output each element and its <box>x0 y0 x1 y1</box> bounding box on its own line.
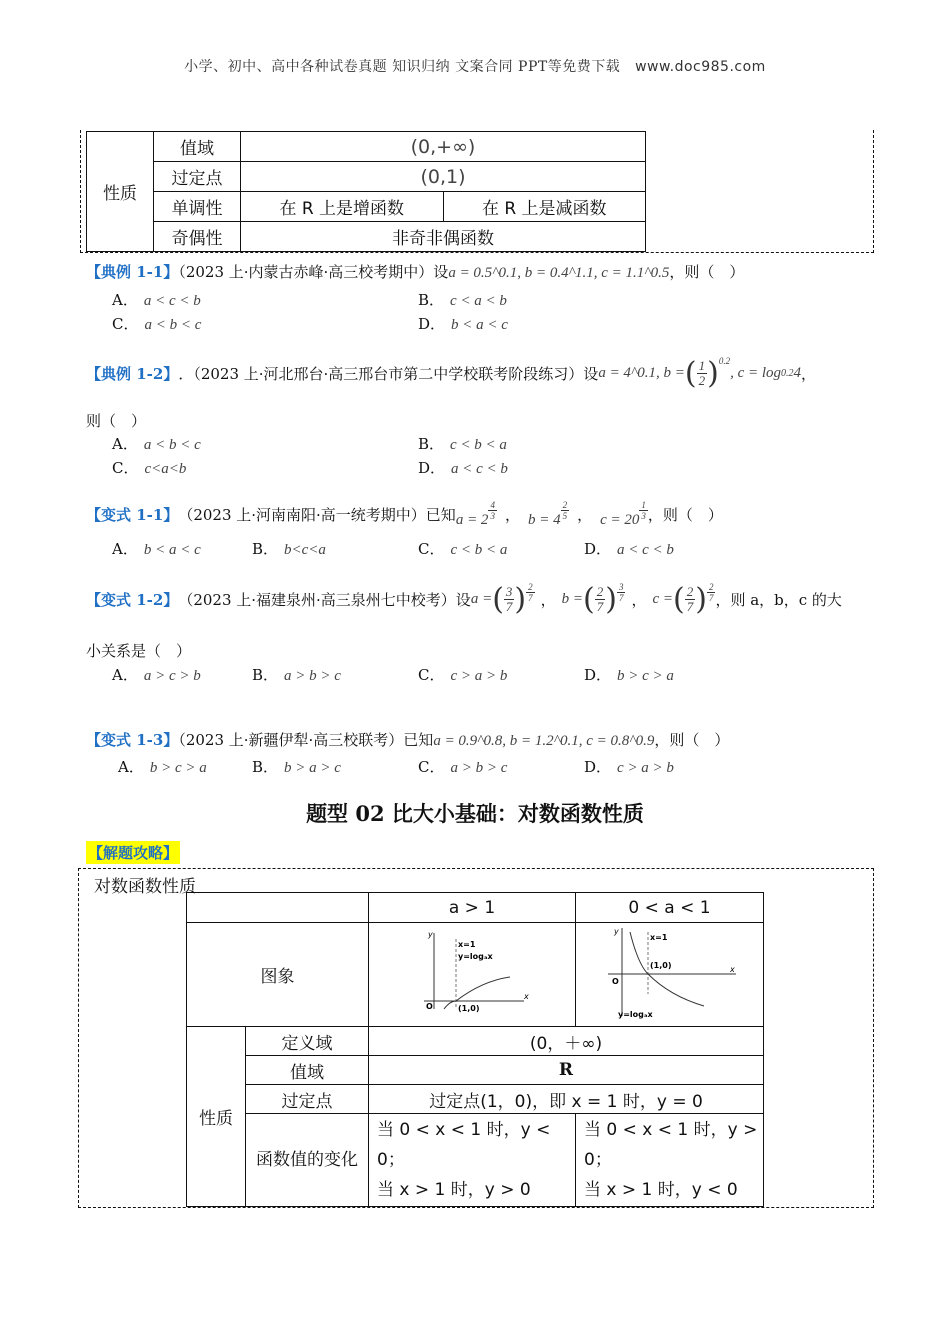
problem-source: ．（2023 上·河北邢台·高三邢台市第二中学校联考阶段练习）设 <box>178 365 599 383</box>
log-arg: 4 <box>793 365 802 381</box>
option-text: a < b < c <box>143 437 201 453</box>
option-text: a < b < c <box>144 317 202 333</box>
range-value: R <box>369 1056 764 1085</box>
option-label: C． <box>112 459 139 477</box>
option-label: D． <box>418 315 446 333</box>
option-b[interactable] <box>252 538 326 559</box>
option-text: b > c > a <box>149 760 207 776</box>
frac-numerator: 3 <box>505 584 513 599</box>
option-c[interactable] <box>112 457 186 478</box>
domain-value: (0，＋∞) <box>369 1027 764 1056</box>
problem-tag: 【变式 1-2】 <box>86 591 179 609</box>
problem-end: ， <box>801 365 817 383</box>
option-label: C． <box>418 666 445 684</box>
value-change-increasing <box>369 1114 576 1207</box>
point-value: (0,1) <box>241 162 646 192</box>
c-base: c = 20 <box>600 512 640 528</box>
option-label: B． <box>252 758 279 776</box>
option-label: B． <box>418 435 445 453</box>
frac-numerator: 2 <box>596 584 604 599</box>
option-label: A． <box>112 435 138 453</box>
section-title: 题型 02 比大小基础：对数函数性质 <box>306 801 644 826</box>
point-label: (1,0) <box>458 1004 480 1013</box>
option-text: c < a < b <box>450 293 507 309</box>
option-text: b > a > c <box>284 760 341 776</box>
option-text: a > b > c <box>450 760 508 776</box>
c-label: c = <box>652 591 673 607</box>
value-change-label: 函数值的变化 <box>246 1114 369 1207</box>
problem-source: （2023 上·内蒙古赤峰·高三校考期中）设 <box>178 263 449 281</box>
option-text: a > c > b <box>143 668 201 684</box>
option-text: b < a < c <box>143 542 201 558</box>
graph-cell-decreasing <box>576 923 764 1027</box>
option-text: c<a<b <box>144 461 187 477</box>
exp-numerator: 1 <box>641 500 646 510</box>
option-c[interactable] <box>112 313 201 334</box>
origin-label: O <box>611 977 619 986</box>
option-b[interactable] <box>418 289 507 310</box>
exp-denominator: 7 <box>708 593 714 603</box>
problem-1-2: 【典例 1-2】 ．（2023 上·河北邢台·高三邢台市第二中学校联考阶段练习）设 a = 4^0.1, b = ( $\frac{1}{2}$ ) $^{0.2}$ , c = log 0.2 4 ， <box>86 356 817 391</box>
problem-math-c: , c = log <box>730 365 782 381</box>
domain-label: 定义域 <box>246 1027 369 1056</box>
point-label: 过定点 <box>154 162 241 192</box>
option-d[interactable] <box>584 538 674 559</box>
problem-end: ，则（ ） <box>647 506 723 524</box>
monotonic-decrease: 在 R 上是减函数 <box>443 192 646 222</box>
change-b-line3: 当 x > 1 时，y < 0 <box>584 1180 738 1200</box>
origin-label: O <box>426 1002 433 1011</box>
y-axis-label: y <box>428 930 433 939</box>
point-label: (1,0) <box>649 961 671 970</box>
parity-value: 非奇非偶函数 <box>241 222 646 252</box>
option-b[interactable] <box>252 664 341 685</box>
line-label: x=1 <box>458 940 476 949</box>
option-text: a > b > c <box>284 668 341 684</box>
option-a[interactable] <box>112 664 201 685</box>
exponent: 0.2 <box>718 356 731 366</box>
b-base: b = 4 <box>527 512 561 528</box>
header-a-gt-1: a > 1 <box>369 893 576 923</box>
function-label: y=logₐx <box>458 952 493 961</box>
graph-label: 图象 <box>187 923 369 1027</box>
option-text: b < a < c <box>451 317 508 333</box>
exp-denominator: 7 <box>618 593 624 603</box>
exp-denominator: 7 <box>528 593 533 603</box>
problem-source: （2023 上·福建泉州·高三泉州七中校考）设 <box>178 591 471 609</box>
problem-variant-1-1: 【变式 1-1】 （2023 上·河南南阳·高一统考期中）已知 a = 2 $\frac{4}{3}$ ， b = 4 $\frac{2}{5}$ ， c = 20 $\frac{1}{3}$ ，则（ ） <box>86 500 723 528</box>
change-a-line1: 当 0 < x < 1 时，y < 0； <box>377 1120 551 1170</box>
log-graph-decreasing <box>600 924 740 1020</box>
monotonic-increase: 在 R 上是增函数 <box>241 192 444 222</box>
problem-source: （2023 上·河南南阳·高一统考期中）已知 <box>178 506 456 524</box>
option-text: c < b < a <box>450 437 507 453</box>
option-text: a < c < b <box>143 293 201 309</box>
option-label: D． <box>584 540 612 558</box>
x-axis-label: x <box>524 992 529 1001</box>
option-a[interactable] <box>112 289 201 310</box>
log-base: 0.2 <box>781 368 794 379</box>
exp-numerator: 2 <box>708 582 714 592</box>
option-label: C． <box>112 315 139 333</box>
option-a[interactable] <box>112 433 201 454</box>
exp-numerator: 2 <box>528 582 533 592</box>
option-label: A． <box>112 291 138 309</box>
option-text: c < b < a <box>450 542 508 558</box>
option-text: b > c > a <box>617 668 674 684</box>
fixed-point-value: 过定点(1，0)，即 x = 1 时，y = 0 <box>369 1085 764 1114</box>
problem-end: ，则 a，b，c 的大 <box>715 591 842 609</box>
option-c[interactable] <box>418 756 507 777</box>
option-text: c > a > b <box>450 668 508 684</box>
option-label: B． <box>252 666 279 684</box>
strategy-tag: 【解题攻略】 <box>86 841 180 864</box>
header-url[interactable]: www.doc985.com <box>635 59 766 75</box>
page-header <box>0 56 950 76</box>
value-change-decreasing <box>576 1114 764 1207</box>
log-box-title: 对数函数性质 <box>94 877 196 897</box>
empty-header <box>187 893 369 923</box>
range-value: (0,+∞) <box>241 132 646 162</box>
problem-tag: 【变式 1-1】 <box>86 506 179 524</box>
a-label: a = <box>470 591 493 607</box>
exp-denominator: 5 <box>562 511 568 521</box>
option-text: a < c < b <box>617 542 674 558</box>
line-label: x=1 <box>649 933 667 942</box>
change-b-line2: 0； <box>584 1150 612 1170</box>
problem-1-1 <box>86 261 744 282</box>
header-a-lt-1: 0 < a < 1 <box>576 893 764 923</box>
option-label: A． <box>112 666 138 684</box>
log-graph-increasing <box>412 927 532 1017</box>
option-label: B． <box>418 291 445 309</box>
function-label: y=logₐx <box>617 1010 653 1019</box>
problem-line2: 则（ ） <box>86 412 147 430</box>
option-b[interactable] <box>252 756 341 777</box>
option-label: C． <box>418 758 445 776</box>
y-axis-label: y <box>613 927 619 936</box>
range-label: 值域 <box>154 132 241 162</box>
problem-math: a = 0.5^0.1, b = 0.4^1.1, c = 1.1^0.5 <box>448 265 670 281</box>
frac-denominator: 7 <box>505 599 513 614</box>
option-label: D． <box>584 666 612 684</box>
exp-numerator: 4 <box>490 500 495 510</box>
log-property-table <box>186 892 764 1207</box>
change-b-line1: 当 0 < x < 1 时，y > <box>584 1120 758 1140</box>
frac-denominator: 7 <box>596 599 604 614</box>
option-c[interactable] <box>418 538 507 559</box>
option-text: b<c<a <box>284 542 326 558</box>
monotonic-label: 单调性 <box>154 192 241 222</box>
option-d[interactable] <box>418 457 508 478</box>
property-label: 性质 <box>87 132 154 252</box>
problem-math: a = 0.9^0.8, b = 1.2^0.1, c = 0.8^0.9 <box>433 733 655 749</box>
header-text: 小学、初中、高中各种试卷真题 知识归纳 文案合同 PPT等免费下载 <box>184 59 621 75</box>
a-base: a = 2 <box>455 512 489 528</box>
exp-property-table <box>86 131 646 252</box>
change-a-line2: 当 x > 1 时，y > 0 <box>377 1180 531 1200</box>
option-c[interactable] <box>418 664 507 685</box>
exp-numerator: 2 <box>562 500 568 510</box>
property-label: 性质 <box>187 1027 246 1207</box>
parity-label: 奇偶性 <box>154 222 241 252</box>
problem-variant-1-3 <box>86 729 729 750</box>
option-text: a < c < b <box>451 461 508 477</box>
frac-numerator: 1 <box>698 358 706 373</box>
option-text: c > a > b <box>617 760 674 776</box>
problem-tag: 【典例 1-2】 <box>86 365 179 383</box>
option-label: D． <box>584 758 612 776</box>
problem-math-a: a = 4^0.1, b = <box>598 365 685 381</box>
option-label: B． <box>252 540 279 558</box>
graph-cell-increasing <box>369 923 576 1027</box>
exp-denominator: 3 <box>490 511 495 521</box>
option-d[interactable] <box>584 756 674 777</box>
exp-denominator: 3 <box>641 511 646 521</box>
option-a[interactable] <box>112 538 201 559</box>
option-label: C． <box>418 540 445 558</box>
range-label: 值域 <box>246 1056 369 1085</box>
option-d[interactable] <box>418 313 508 334</box>
problem-tag: 【典例 1-1】 <box>86 263 179 281</box>
problem-end: ，则（ ） <box>654 731 730 749</box>
problem-variant-1-2: 【变式 1-2】 （2023 上·福建泉州·高三泉州七中校考）设 a = ( $\frac{3}{7}$ ) $\frac{2}{7}$ ， b = ( $\frac{2}{7}$ ) $\frac{3}{7}$ ， c = ( $\frac{2}{7}$ ) $\frac{2}{7}$ ，则 a，b，c 的大 <box>86 582 842 617</box>
exp-numerator: 3 <box>618 582 624 592</box>
frac-numerator: 2 <box>686 584 694 599</box>
b-label: b = <box>561 591 584 607</box>
option-label: D． <box>418 459 446 477</box>
problem-source: （2023 上·新疆伊犁·高三校联考）已知 <box>178 731 434 749</box>
fixed-point-label: 过定点 <box>246 1085 369 1114</box>
option-d[interactable] <box>584 664 674 685</box>
option-label: A． <box>112 540 138 558</box>
frac-denominator: 2 <box>698 373 706 388</box>
option-label: A． <box>118 758 144 776</box>
problem-tag: 【变式 1-3】 <box>86 731 179 749</box>
problem-line2: 小关系是（ ） <box>86 642 192 660</box>
frac-denominator: 7 <box>686 599 694 614</box>
problem-end: ，则（ ） <box>669 263 745 281</box>
x-axis-label: x <box>729 965 735 974</box>
option-b[interactable] <box>418 433 507 454</box>
option-a[interactable] <box>118 756 207 777</box>
